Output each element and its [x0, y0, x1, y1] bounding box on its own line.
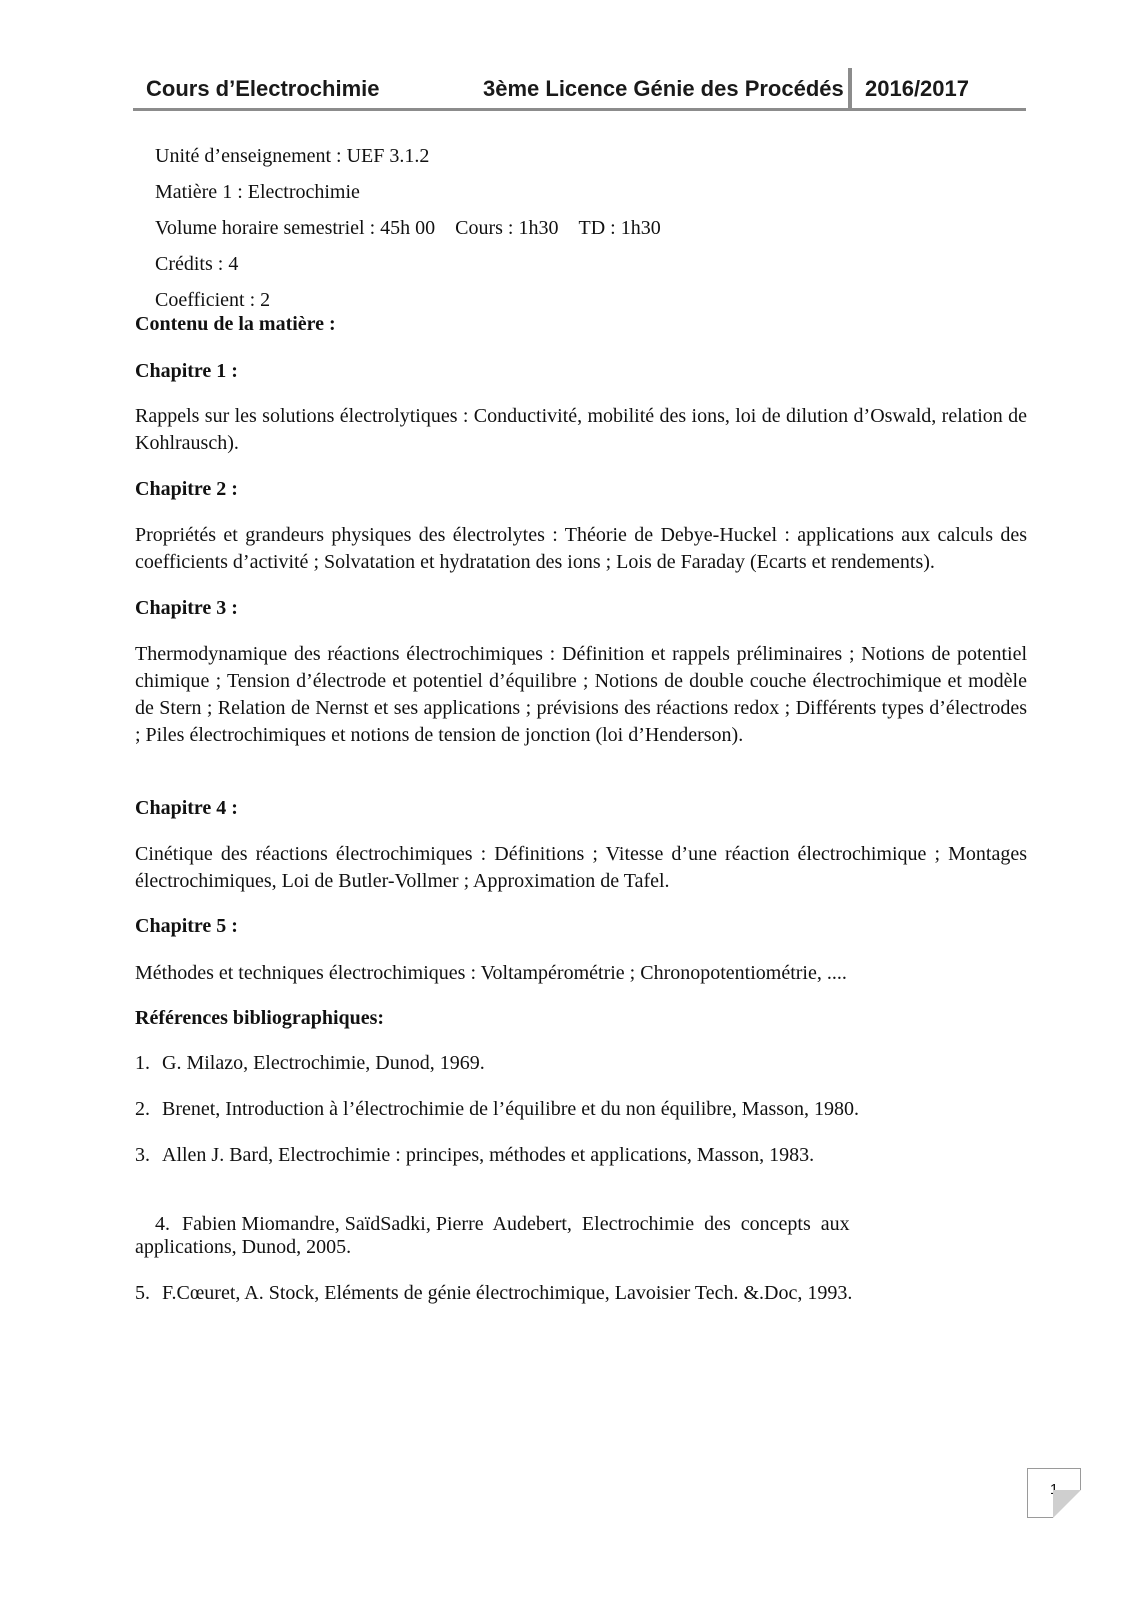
chapter-3-text: Thermodynamique des réactions électrochimiques : Définition et rappels préliminaires ; Notions de potentiel chimique ; Tension d’électrode et potentiel d’équilibre ; Notions de double couche électrochimique et modèle de Stern ; Relation de Nernst et ses applications ; prévisions des réactions redox ; Différents types d’électrodes ; Piles électrochimiques et notions de tension de jonction (loi d’Henderson).: [135, 643, 1027, 746]
chapter-3-title: Chapitre 3 :: [135, 597, 238, 619]
info-credits: Crédits : 4: [155, 253, 239, 275]
info-td: TD : 1h30: [578, 217, 661, 239]
info-volume-line: [155, 210, 661, 246]
references-heading: Références bibliographiques:: [135, 1007, 385, 1029]
reference-text: Fabien Miomandre, SaïdSadki, Pierre Audebert, Electrochimie des concepts aux: [182, 1213, 850, 1235]
page-number-box: [1027, 1468, 1081, 1518]
chapter-2-title: Chapitre 2 :: [135, 478, 238, 500]
course-info: [155, 138, 661, 318]
chapter-4-title: Chapitre 4 :: [135, 797, 238, 819]
chapter-1-title: Chapitre 1 :: [135, 360, 238, 382]
chapter-5-title: Chapitre 5 :: [135, 915, 238, 937]
info-volume: Volume horaire semestriel : 45h 00: [155, 217, 436, 239]
reference-number: 2.: [135, 1098, 150, 1120]
reference-text: Brenet, Introduction à l’électrochimie de l’équilibre et du non équilibre, Masson, 1980.: [162, 1098, 860, 1120]
chapter-5-text: Méthodes et techniques électrochimiques : Voltampérométrie ; Chronopotentiométrie, ....: [135, 962, 847, 984]
header-course-title: Cours d’Electrochimie: [146, 76, 380, 101]
reference-item: [135, 1052, 485, 1075]
chapter-2-text: Propriétés et grandeurs physiques des électrolytes : Théorie de Debye-Huckel : applications aux calculs des coefficients d’activité ; Solvatation et hydratation des ions ; Lois de Faraday (Ecarts et rendements).: [135, 524, 1027, 573]
reference-text: G. Milazo, Electrochimie, Dunod, 1969.: [162, 1052, 485, 1074]
reference-number: 5.: [135, 1282, 150, 1304]
reference-text: Allen J. Bard, Electrochimie : principes, méthodes et applications, Masson, 1983.: [162, 1144, 815, 1166]
reference-number: 1.: [135, 1052, 150, 1074]
info-coefficient: Coefficient : 2: [155, 289, 271, 311]
header-year: 2016/2017: [865, 76, 969, 101]
contents-heading: Contenu de la matière :: [135, 313, 336, 335]
header-separator: [848, 68, 852, 108]
page-header: [133, 66, 1026, 111]
chapter-1-text: Rappels sur les solutions électrolytiques : Conductivité, mobilité des ions, loi de dilution d’Oswald, relation de Kohlrausch).: [135, 405, 1027, 454]
reference-item: [135, 1098, 859, 1121]
page-curl-icon: [1053, 1490, 1081, 1518]
info-unit: Unité d’enseignement : UEF 3.1.2: [155, 145, 430, 167]
reference-text: F.Cœuret, A. Stock, Eléments de génie électrochimique, Lavoisier Tech. &.Doc, 1993.: [162, 1282, 853, 1304]
reference-item-continuation: [135, 1236, 351, 1259]
page-number: 1: [1049, 1481, 1059, 1498]
reference-text: applications, Dunod, 2005.: [135, 1236, 352, 1258]
header-rule: [133, 108, 1026, 111]
reference-item: [135, 1282, 852, 1305]
reference-number: 4.: [155, 1213, 170, 1235]
chapter-4-text: Cinétique des réactions électrochimiques : Définitions ; Vitesse d’une réaction électrochimique ; Montages électrochimiques, Loi de Butler-Vollmer ; Approximation de Tafel.: [135, 843, 1027, 892]
reference-number: 3.: [135, 1144, 150, 1166]
info-subject: Matière 1 : Electrochimie: [155, 181, 360, 203]
info-cours: Cours : 1h30: [455, 217, 559, 239]
reference-item: [135, 1144, 814, 1167]
header-level: 3ème Licence Génie des Procédés: [483, 76, 844, 101]
